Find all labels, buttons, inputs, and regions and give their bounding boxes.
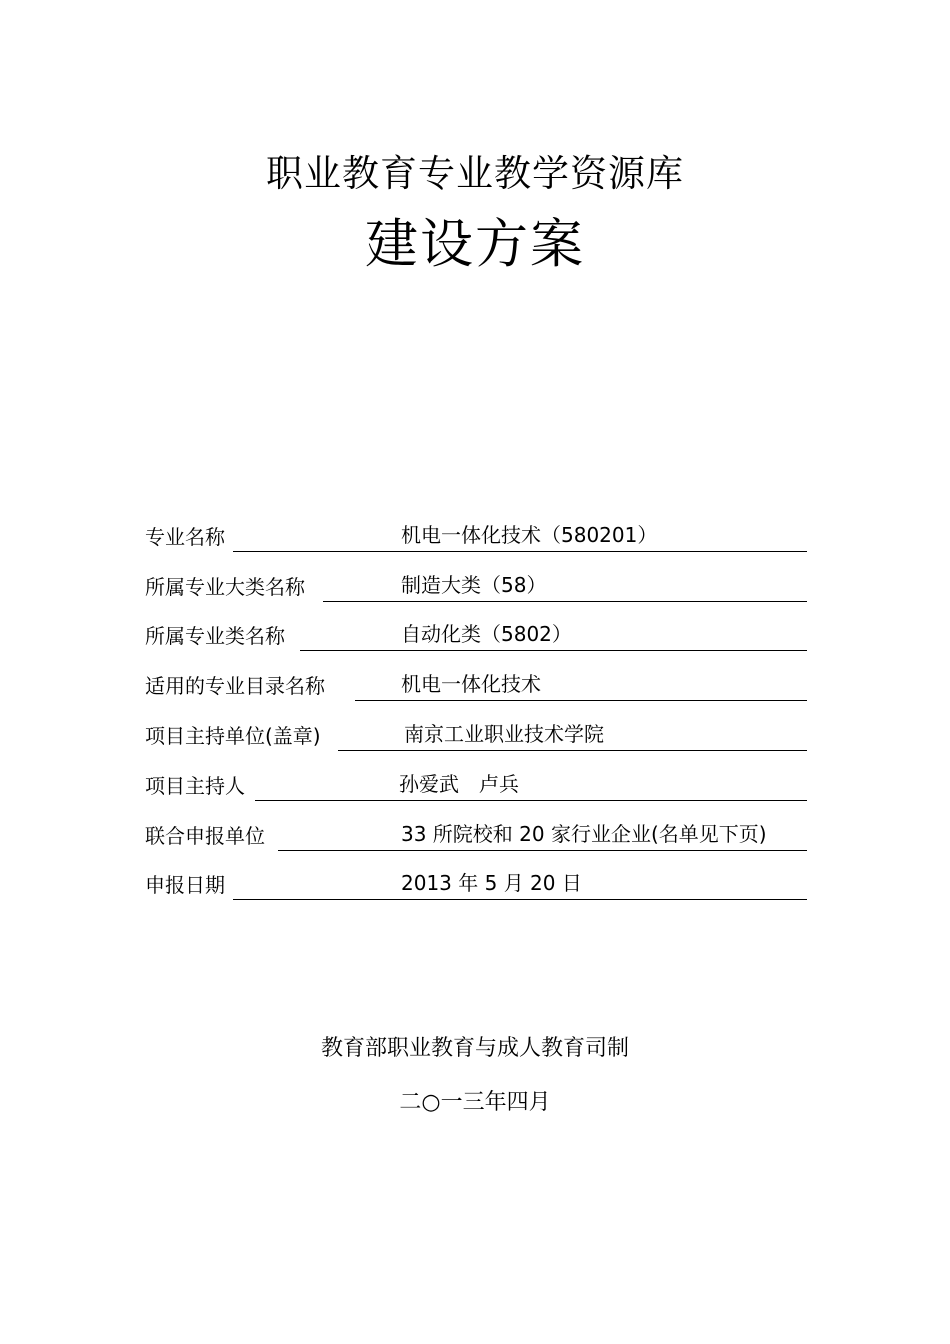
- field-label: 适用的专业目录名称: [145, 674, 325, 698]
- field-underline: [338, 750, 807, 751]
- field-underline: [355, 700, 807, 701]
- field-value: 制造大类（58）: [401, 573, 547, 597]
- field-major-name: [145, 520, 807, 552]
- document-subtitle: 建设方案: [365, 214, 585, 275]
- field-underline: [255, 800, 807, 801]
- field-joint-applicants: [145, 819, 807, 851]
- field-value: 机电一体化技术（580201）: [401, 523, 658, 547]
- field-label: 项目主持单位(盖章): [145, 724, 321, 748]
- field-catalog-name: [145, 669, 807, 701]
- field-major-class: [145, 619, 807, 651]
- field-underline: [233, 899, 807, 900]
- field-value: 南京工业职业技术学院: [404, 722, 604, 746]
- field-value: 孙爱武 卢兵: [399, 772, 519, 796]
- document-title: 职业教育专业教学资源库: [266, 152, 684, 195]
- issue-date-line: 二○一三年四月: [399, 1090, 551, 1115]
- field-major-category: [145, 570, 807, 602]
- field-label: 所属专业大类名称: [145, 575, 305, 599]
- field-host-person: [145, 769, 807, 801]
- field-label: 所属专业类名称: [145, 624, 285, 648]
- field-label: 联合申报单位: [145, 824, 265, 848]
- field-underline: [300, 650, 807, 651]
- field-underline: [233, 551, 807, 552]
- field-value: 33 所院校和 20 家行业企业(名单见下页): [401, 822, 767, 846]
- field-value: 2013 年 5 月 20 日: [401, 871, 582, 895]
- field-underline: [278, 850, 807, 851]
- field-value: 机电一体化技术: [401, 672, 541, 696]
- field-label: 专业名称: [145, 525, 225, 549]
- field-label: 申报日期: [145, 873, 225, 897]
- field-application-date: [145, 868, 807, 900]
- field-underline: [323, 601, 807, 602]
- field-value: 自动化类（5802）: [401, 622, 572, 646]
- field-host-unit: [145, 719, 807, 751]
- issuer-line: 教育部职业教育与成人教育司制: [320, 1036, 629, 1061]
- field-label: 项目主持人: [145, 774, 245, 798]
